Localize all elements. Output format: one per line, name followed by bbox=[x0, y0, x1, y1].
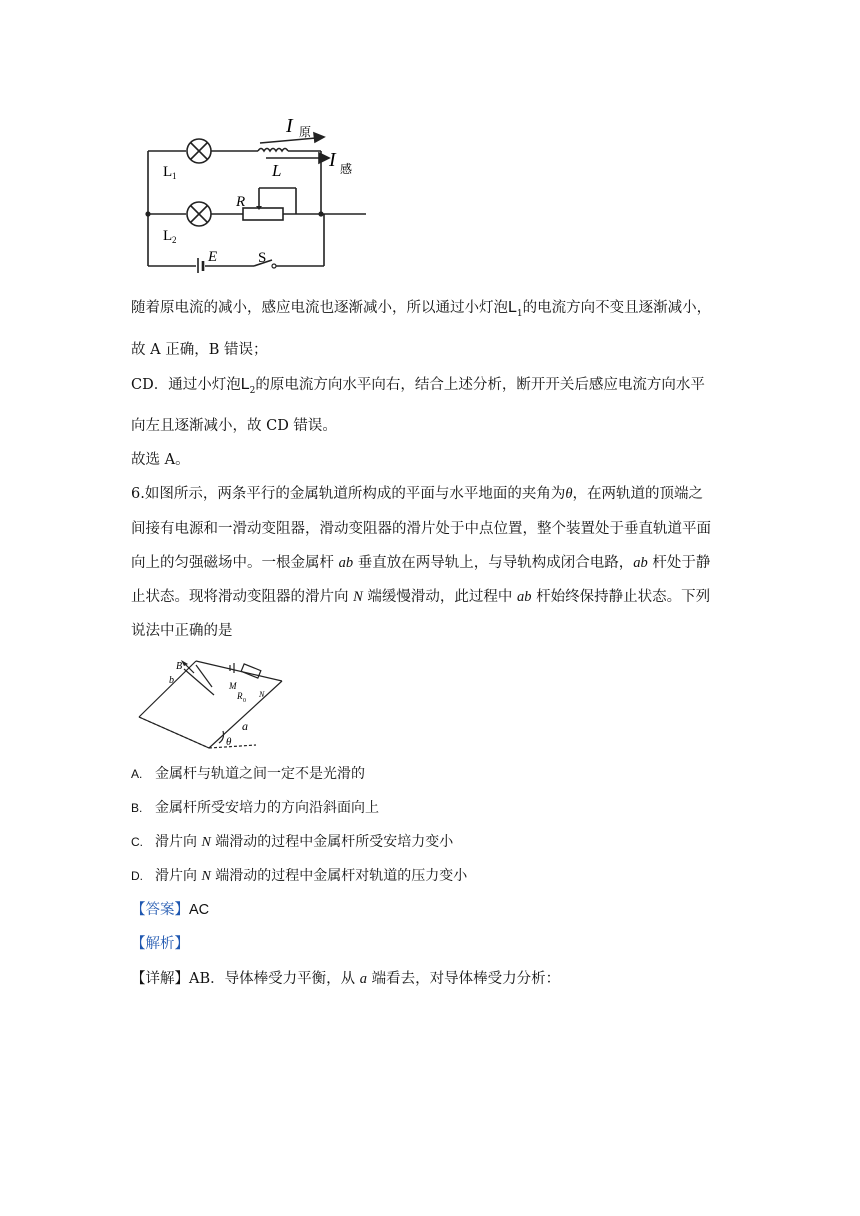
para-3: CD．通过小灯泡$L_2$的原电流方向水平向右，结合上述分析，断开开关后感应电流方向水平 bbox=[131, 376, 705, 396]
svg-text:B: B bbox=[176, 661, 183, 672]
svg-text:感: 感 bbox=[340, 162, 353, 176]
para-2: 故 A 正确，B 错误； bbox=[131, 342, 268, 358]
circuit-diagram bbox=[136, 108, 366, 273]
label-l1: L bbox=[163, 164, 173, 180]
svg-text:θ: θ bbox=[226, 736, 232, 748]
svg-text:1: 1 bbox=[172, 171, 177, 181]
label-inductor: L bbox=[272, 161, 282, 180]
svg-text:M: M bbox=[229, 681, 237, 691]
label-i-yuan: I bbox=[286, 115, 293, 137]
question-6-line-4: 止状态。现将滑动变阻器的滑片向 N 端缓慢滑动，此过程中 ab 杆始终保持静止状态。下列 bbox=[131, 589, 711, 605]
svg-text:2: 2 bbox=[172, 235, 177, 245]
answer-line: 【答案】AC bbox=[131, 902, 210, 918]
detail-line: 【详解】AB．导体棒受力平衡，从 a 端看去，对导体棒受力分析： bbox=[131, 971, 561, 987]
svg-text:b: b bbox=[169, 675, 174, 686]
label-rheostat: R bbox=[236, 194, 246, 210]
svg-text:R: R bbox=[237, 691, 243, 701]
question-6-line-3: 向上的匀强磁场中。一根金属杆 ab 垂直放在两导轨上，与导轨构成闭合电路，ab 杆处于静 bbox=[131, 555, 711, 571]
question-6-line-1: 6.如图所示，两条平行的金属轨道所构成的平面与水平地面的夹角为θ，在两轨道的顶端之 bbox=[131, 486, 703, 502]
label-switch: S bbox=[258, 250, 267, 266]
option-c: C. 滑片向 N 端滑动的过程中金属杆所受安培力变小 bbox=[131, 834, 454, 850]
label-i-gan: I bbox=[329, 149, 336, 171]
option-d: D. 滑片向 N 端滑动的过程中金属杆对轨道的压力变小 bbox=[131, 868, 468, 884]
incline-diagram bbox=[134, 655, 284, 755]
question-6-line-2: 间接有电源和一滑动变阻器，滑动变阻器的滑片处于中点位置，整个装置处于垂直轨道平面 bbox=[131, 521, 711, 537]
analysis-line: 【解析】 bbox=[131, 936, 189, 952]
para-1: 随着原电流的减小，感应电流也逐渐减小，所以通过小灯泡$L_1$的电流方向不变且逐渐减小， bbox=[131, 299, 712, 319]
inductor-icon bbox=[258, 149, 288, 152]
option-a: A. 金属杆与轨道之间一定不是光滑的 bbox=[131, 766, 365, 782]
svg-text:0: 0 bbox=[243, 698, 246, 704]
svg-text:N: N bbox=[259, 690, 265, 699]
para-4: 向左且逐渐减小，故 CD 错误。 bbox=[131, 418, 337, 434]
label-battery: E bbox=[208, 249, 218, 265]
para-5: 故选 A。 bbox=[131, 452, 190, 468]
question-6-line-5: 说法中正确的是 bbox=[131, 623, 233, 639]
rheostat-icon bbox=[243, 208, 283, 220]
svg-text:a: a bbox=[242, 719, 248, 733]
option-b: B. 金属杆所受安培力的方向沿斜面向上 bbox=[131, 800, 379, 816]
svg-text:原: 原 bbox=[299, 125, 312, 139]
label-l2: L bbox=[163, 228, 173, 244]
